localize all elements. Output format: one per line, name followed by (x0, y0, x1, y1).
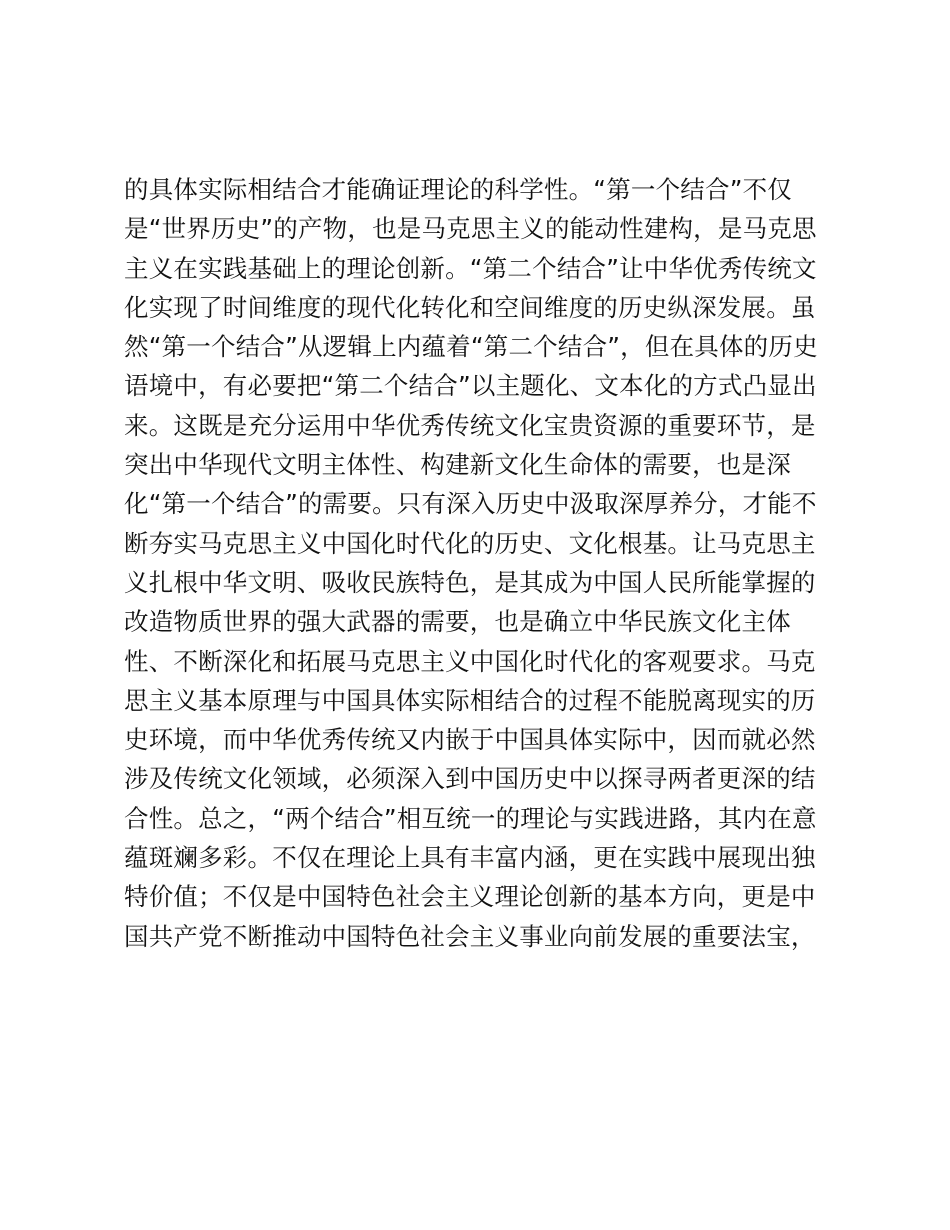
text-line: 是“世界历史”的产物，也是马克思主义的能动性建构，是马克思 (124, 214, 817, 244)
text-line: 性、不断深化和拓展马克思主义中国化时代化的客观要求。马克 (124, 646, 816, 676)
text-line: 国共产党不断推动中国特色社会主义事业向前发展的重要法宝， (124, 921, 816, 951)
text-line: 化实现了时间维度的现代化转化和空间维度的历史纵深发展。虽 (124, 292, 816, 322)
text-line: 的具体实际相结合才能确证理论的科学性。“第一个结合”不仅 (124, 175, 792, 204)
text-line: 思主义基本原理与中国具体实际相结合的过程不能脱离现实的历 (124, 685, 816, 715)
text-line: 突出中华现代文明主体性、构建新文化生命体的需要，也是深 (124, 450, 791, 480)
text-line: 义扎根中华文明、吸收民族特色，是其成为中国人民所能掌握的 (124, 567, 816, 597)
text-line: 然“第一个结合”从逻辑上内蕴着“第二个结合”，但在具体的历史 (124, 332, 818, 362)
text-line: 合性。总之，“两个结合”相互统一的理论与实践进路，其内在意 (124, 803, 817, 833)
text-line: 断夯实马克思主义中国化时代化的历史、文化根基。让马克思主 (124, 528, 816, 558)
text-line: 来。这既是充分运用中华优秀传统文化宝贵资源的重要环节，是 (124, 410, 816, 440)
text-line: 特价值；不仅是中国特色社会主义理论创新的基本方向，更是中 (124, 882, 816, 912)
text-line: 语境中，有必要把“第二个结合”以主题化、文本化的方式凸显出 (124, 371, 817, 401)
text-line: 改造物质世界的强大武器的需要，也是确立中华民族文化主体 (124, 607, 791, 637)
text-line: 蕴斑斓多彩。不仅在理论上具有丰富内涵，更在实践中展现出独 (124, 843, 816, 873)
text-line: 化“第一个结合”的需要。只有深入历史中汲取深厚养分，才能不 (124, 489, 817, 519)
body-paragraph (124, 170, 834, 956)
text-line: 涉及传统文化领域，必须深入到中国历史中以探寻两者更深的结 (124, 764, 816, 794)
text-line: 史环境，而中华优秀传统又内嵌于中国具体实际中，因而就必然 (124, 725, 816, 755)
text-line: 主义在实践基础上的理论创新。“第二个结合”让中华优秀传统文 (124, 253, 817, 283)
